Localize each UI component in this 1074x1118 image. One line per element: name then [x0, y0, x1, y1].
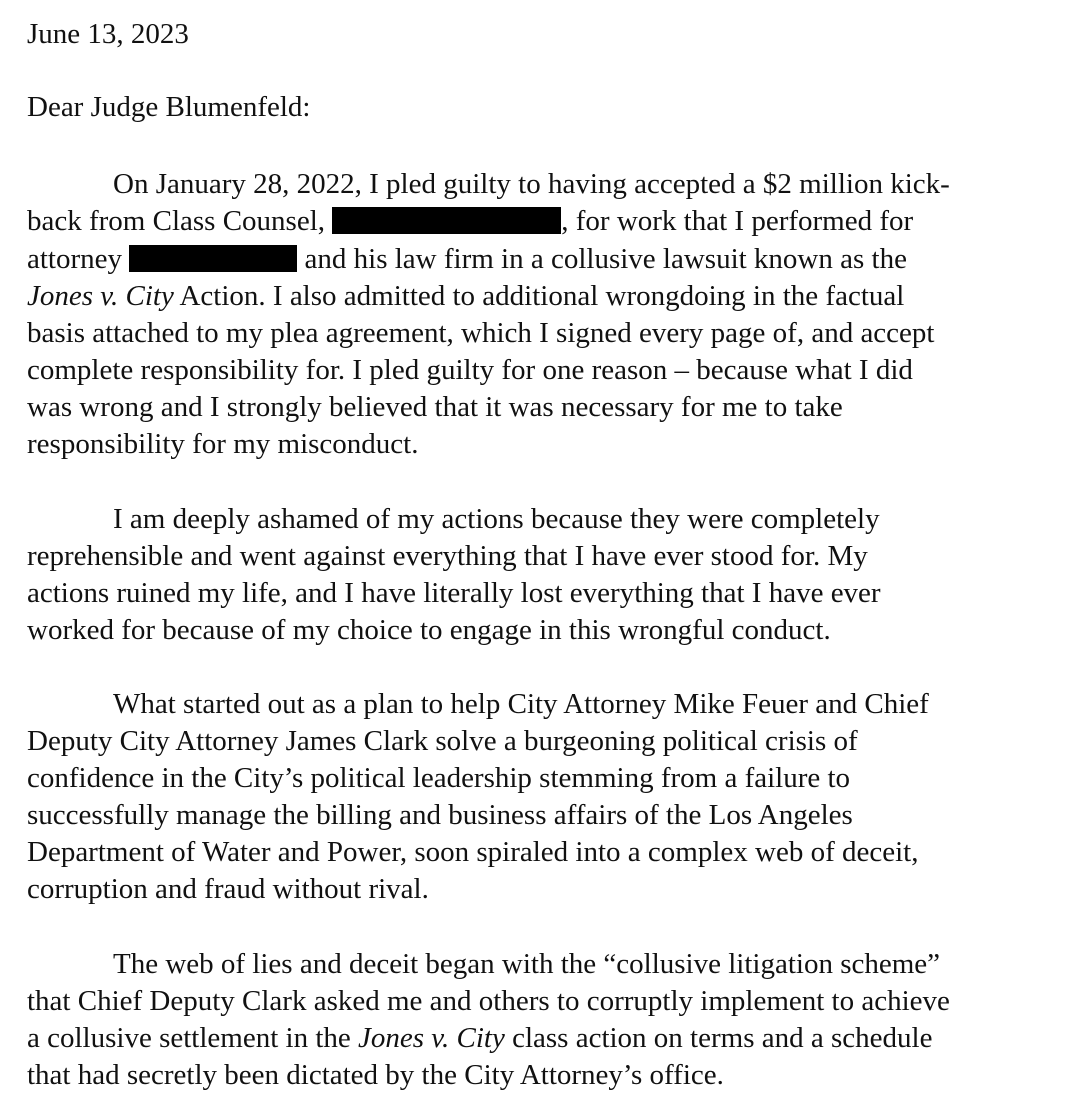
- paragraph-line: I am deeply ashamed of my actions because they were completely: [113, 503, 880, 535]
- redaction-box: [332, 207, 561, 234]
- text-span: , for work that I performed for: [561, 205, 914, 237]
- text-span: class action on terms and a schedule: [504, 1022, 933, 1054]
- paragraph-line: successfully manage the billing and business affairs of the Los Angeles: [27, 799, 853, 831]
- paragraph-line: [27, 1020, 932, 1058]
- paragraph-line: that Chief Deputy Clark asked me and others to corruptly implement to achieve: [27, 985, 950, 1017]
- text-span: back from Class Counsel,: [27, 205, 326, 237]
- paragraph-line: corruption and fraud without rival.: [27, 873, 429, 905]
- salutation: Dear Judge Blumenfeld:: [27, 91, 311, 123]
- paragraph-line: worked for because of my choice to engage in this wrongful conduct.: [27, 614, 831, 646]
- paragraph-line: responsibility for my misconduct.: [27, 428, 419, 460]
- text-span: and his law firm in a collusive lawsuit known as the: [304, 243, 907, 275]
- text-span: Action. I also admitted to additional wrongdoing in the factual: [173, 280, 905, 312]
- paragraph-line: that had secretly been dictated by the City Attorney’s office.: [27, 1059, 724, 1091]
- paragraph-line: [27, 278, 904, 316]
- paragraph-line: was wrong and I strongly believed that it was necessary for me to take: [27, 391, 843, 423]
- text-span: attorney: [27, 243, 123, 275]
- paragraph-line: [27, 203, 913, 241]
- paragraph-line: What started out as a plan to help City Attorney Mike Feuer and Chief: [113, 688, 929, 720]
- paragraph-line: Department of Water and Power, soon spiraled into a complex web of deceit,: [27, 836, 919, 868]
- case-name: Jones v. City: [27, 280, 174, 312]
- text-span: a collusive settlement in the: [27, 1022, 358, 1054]
- paragraph-line: confidence in the City’s political leadership stemming from a failure to: [27, 762, 851, 794]
- paragraph-line: reprehensible and went against everything that I have ever stood for. My: [27, 540, 868, 572]
- paragraph-line: complete responsibility for. I pled guilty for one reason – because what I did: [27, 354, 913, 386]
- paragraph-line: Deputy City Attorney James Clark solve a burgeoning political crisis of: [27, 725, 858, 757]
- paragraph-line: The web of lies and deceit began with the “collusive litigation scheme”: [113, 948, 941, 980]
- redaction-box: [129, 245, 297, 272]
- paragraph-line: [27, 241, 907, 279]
- paragraph-line: On January 28, 2022, I pled guilty to having accepted a $2 million kick-: [113, 168, 950, 200]
- paragraph-line: actions ruined my life, and I have literally lost everything that I have ever: [27, 577, 881, 609]
- letter-date: June 13, 2023: [27, 18, 189, 50]
- case-name: Jones v. City: [358, 1022, 505, 1054]
- paragraph-line: basis attached to my plea agreement, which I signed every page of, and accept: [27, 317, 935, 349]
